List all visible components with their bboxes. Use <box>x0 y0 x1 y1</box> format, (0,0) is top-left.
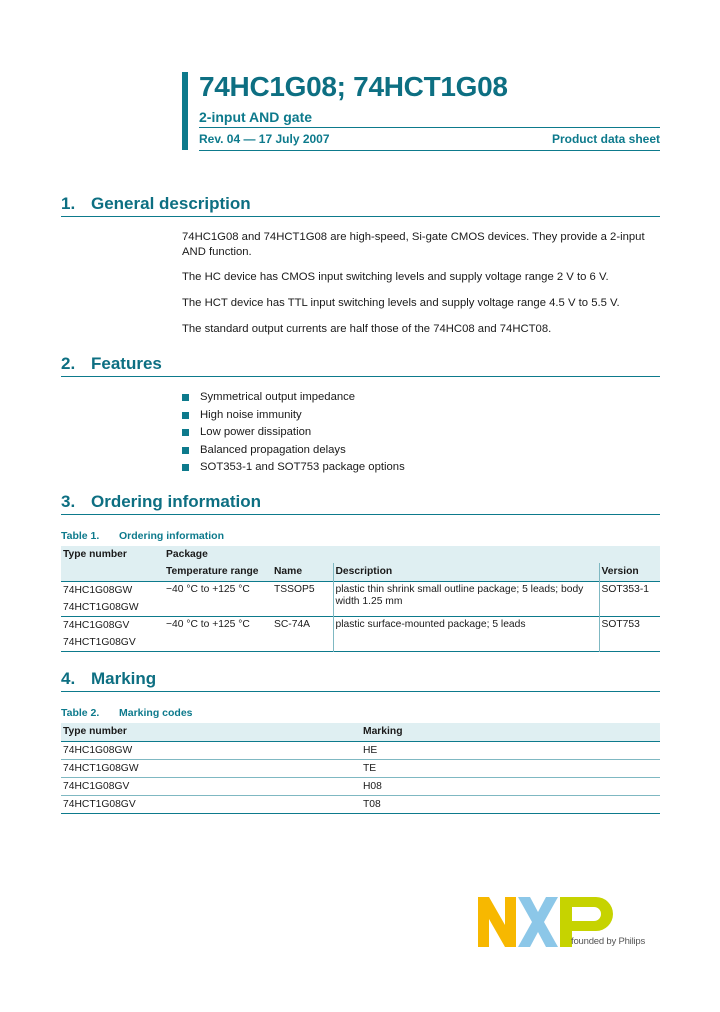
table-row <box>61 742 660 760</box>
section-rule <box>61 691 660 692</box>
section-title: Marking <box>91 669 157 688</box>
section-heading-features <box>61 354 162 374</box>
marking-cell: T08 <box>361 796 660 814</box>
logo-letter-x <box>518 897 558 947</box>
table-number: Table 1. <box>61 530 100 542</box>
section-title: Features <box>91 354 162 373</box>
header-spacer <box>61 563 164 582</box>
document-subtitle: 2-input AND gate <box>199 109 313 125</box>
description-cell: plastic thin shrink small outline package; 5 leads; body width 1.25 mm <box>333 582 599 617</box>
section-heading-marking <box>61 669 156 689</box>
ordering-table <box>61 546 660 652</box>
column-header-package: Package <box>164 546 660 563</box>
marking-cell: TE <box>361 760 660 778</box>
list-item <box>182 408 405 426</box>
marking-cell: HE <box>361 742 660 760</box>
column-header-type-number: Type number <box>61 546 164 563</box>
section-rule <box>61 216 660 217</box>
list-item-text: Low power dissipation <box>200 426 312 438</box>
revision-line: Rev. 04 — 17 July 2007 <box>199 132 330 146</box>
list-item <box>182 443 405 461</box>
section-number: 2. <box>61 354 76 373</box>
package-name-cell: TSSOP5 <box>274 584 315 595</box>
list-item <box>182 425 405 443</box>
type-number-cell: 74HCT1G08GV <box>63 637 136 648</box>
section-title: Ordering information <box>91 492 261 511</box>
version-cell: SOT353-1 <box>599 582 660 617</box>
type-number-cell: 74HCT1G08GV <box>61 796 361 814</box>
table-row <box>61 617 660 635</box>
square-bullet-icon <box>182 394 189 401</box>
section-heading-general-description <box>61 194 251 214</box>
square-bullet-icon <box>182 412 189 419</box>
table-title: Marking codes <box>119 707 193 719</box>
temperature-cell: −40 °C to +125 °C <box>166 619 250 630</box>
marking-table <box>61 723 660 814</box>
table-title: Ordering information <box>119 530 224 542</box>
column-header-marking: Marking <box>361 723 660 742</box>
type-number-cell: 74HC1G08GV <box>61 778 361 796</box>
type-number-cell: 74HC1G08GW <box>61 742 361 760</box>
paragraph: 74HC1G08 and 74HCT1G08 are high-speed, Si-gate CMOS devices. They provide a 2-input AND function. <box>182 231 645 258</box>
square-bullet-icon <box>182 464 189 471</box>
header-rule-bottom <box>199 150 660 151</box>
empty-cell <box>272 634 333 652</box>
table-row <box>61 760 660 778</box>
column-header-temperature-range: Temperature range <box>164 563 272 582</box>
logo-letter-n <box>478 897 516 947</box>
empty-cell <box>164 634 272 652</box>
section-rule <box>61 376 660 377</box>
column-header-description: Description <box>333 563 599 582</box>
marking-cell: H08 <box>361 778 660 796</box>
table-row <box>61 778 660 796</box>
square-bullet-icon <box>182 447 189 454</box>
description-cell: plastic surface-mounted package; 5 leads <box>333 617 599 652</box>
section-rule <box>61 514 660 515</box>
empty-cell <box>164 599 272 617</box>
table-caption <box>61 530 224 542</box>
table-header-row <box>61 546 660 563</box>
section-heading-ordering-information <box>61 492 261 512</box>
paragraph: The standard output currents are half those of the 74HC08 and 74HCT08. <box>182 323 552 335</box>
empty-cell <box>272 599 333 617</box>
paragraph: The HCT device has TTL input switching levels and supply voltage range 4.5 V to 5.5 V. <box>182 297 620 309</box>
type-number-cell: 74HC1G08GW <box>63 585 133 596</box>
column-header-name: Name <box>272 563 333 582</box>
header-accent-bar <box>182 72 188 150</box>
header-rule <box>199 127 660 128</box>
document-title: 74HC1G08; 74HCT1G08 <box>199 71 508 102</box>
column-header-version: Version <box>599 563 660 582</box>
list-item-text: Symmetrical output impedance <box>200 391 356 403</box>
logo-tagline: founded by Philips <box>571 936 646 947</box>
features-list <box>182 390 405 478</box>
table-header-row <box>61 563 660 582</box>
table-number: Table 2. <box>61 707 100 719</box>
list-item-text: SOT353-1 and SOT753 package options <box>200 461 405 473</box>
type-number-cell: 74HC1G08GV <box>63 620 130 631</box>
table-row <box>61 796 660 814</box>
type-number-cell: 74HCT1G08GW <box>63 602 139 613</box>
list-item <box>182 390 405 408</box>
list-item-text: Balanced propagation delays <box>200 443 346 456</box>
section-number: 3. <box>61 492 76 511</box>
section-number: 4. <box>61 669 76 688</box>
paragraph: The HC device has CMOS input switching levels and supply voltage range 2 V to 6 V. <box>182 271 609 283</box>
temperature-cell: −40 °C to +125 °C <box>166 584 250 595</box>
section-number: 1. <box>61 194 76 213</box>
table-header-row <box>61 723 660 742</box>
type-number-cell: 74HCT1G08GW <box>61 760 361 778</box>
list-item-text: High noise immunity <box>200 408 302 421</box>
section-title: General description <box>91 194 251 213</box>
version-cell: SOT753 <box>599 617 660 652</box>
document-type: Product data sheet <box>551 132 660 146</box>
column-header-type-number: Type number <box>61 723 361 742</box>
package-name-cell: SC-74A <box>274 619 311 630</box>
square-bullet-icon <box>182 429 189 436</box>
table-row <box>61 582 660 600</box>
list-item <box>182 460 405 478</box>
table-caption <box>61 707 193 719</box>
